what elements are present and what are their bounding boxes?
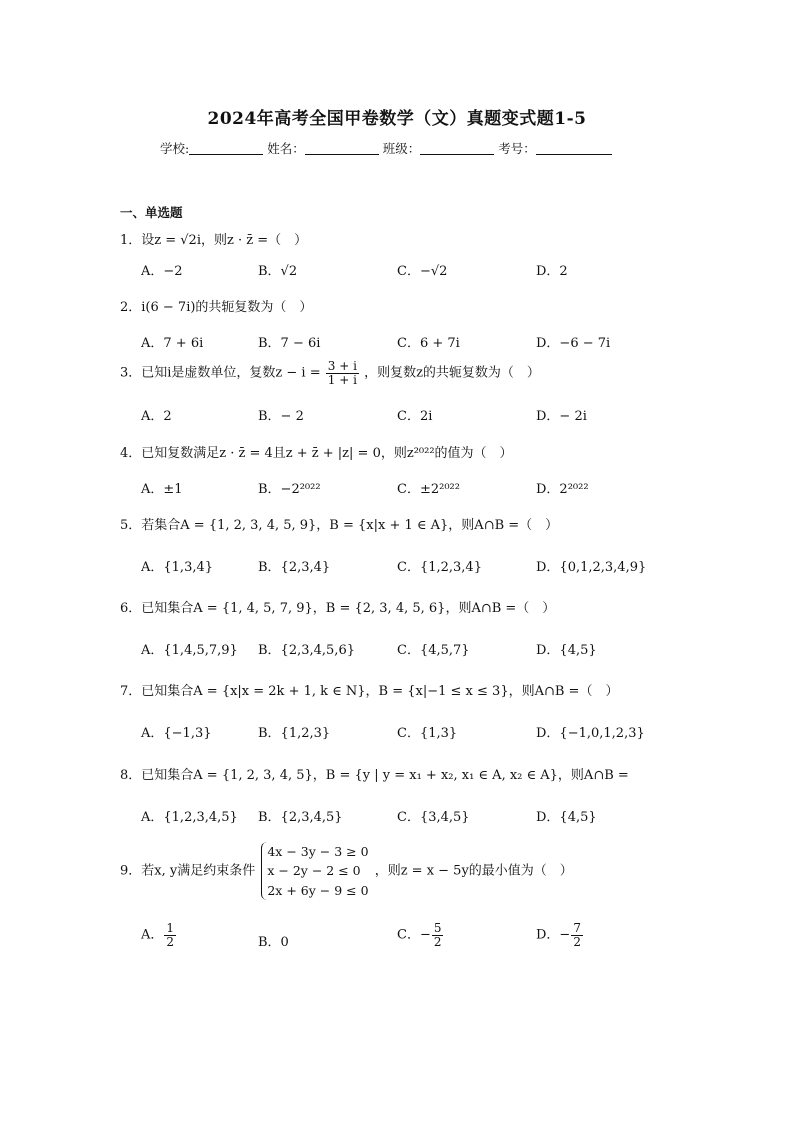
q9-option-c-label: C．− (397, 927, 431, 943)
q9-option-d-fraction (571, 922, 583, 948)
q4-option-b: B．−2²⁰²² (258, 482, 321, 497)
q9-option-a-denominator: 2 (166, 934, 175, 949)
q3-stem-end: ，则复数z的共轭复数为（ ） (364, 365, 540, 381)
q8-option-b: B．{2,3,4,5} (258, 810, 343, 825)
q9-option-b: B．0 (258, 935, 289, 950)
q2-option-a: A．7 + 6i (141, 336, 204, 351)
q6-option-a: A．{1,4,5,7,9} (141, 643, 238, 658)
exam-number-label: 考号： (498, 141, 536, 156)
question-9 (120, 842, 573, 900)
q9-constraint-3: 2x + 6y − 9 ≤ 0 (267, 882, 369, 898)
q3-option-d: D．− 2i (536, 409, 587, 424)
q9-option-c-fraction (432, 922, 444, 948)
q1-option-d: D．2 (536, 264, 568, 279)
q7-option-a: A．{−1,3} (141, 726, 212, 741)
exam-number-blank[interactable] (536, 142, 612, 155)
q3-fraction-denominator: 1 + i (327, 372, 357, 387)
q2-option-d: D．−6 − 7i (536, 336, 611, 351)
student-info-line (160, 139, 612, 157)
q6-option-d: D．{4,5} (536, 643, 597, 658)
q9-constraint-system (261, 842, 368, 900)
q1-option-b: B．√2 (258, 264, 298, 279)
name-label: 姓名： (267, 141, 305, 156)
q3-fraction (326, 360, 359, 386)
q9-stem-start: 9．若x, y满足约束条件 (120, 863, 256, 879)
page-title: 2024年高考全国甲卷数学（文）真题变式题1-5 (207, 109, 587, 129)
q5-option-d: D．{0,1,2,3,4,9} (536, 560, 647, 575)
q8-option-c: C．{3,4,5} (397, 810, 470, 825)
q9-option-d-denominator: 2 (573, 934, 581, 949)
question-6: 6．已知集合A = {1, 4, 5, 7, 9}，B = {2, 3, 4, 5, 6}，则A∩B =（ ） (120, 601, 556, 616)
q7-option-c: C．{1,3} (397, 726, 458, 741)
q6-option-b: B．{2,3,4,5,6} (258, 643, 355, 658)
question-3 (120, 360, 540, 386)
question-7: 7．已知集合A = {x|x = 2k + 1, k ∈ N}，B = {x|−1 ≤ x ≤ 3}，则A∩B =（ ） (120, 684, 619, 699)
q5-option-b: B．{2,3,4} (258, 560, 331, 575)
school-label: 学校: (160, 141, 190, 156)
question-8: 8．已知集合A = {1, 2, 3, 4, 5}，B = {y | y = x₁ + x₂, x₁ ∈ A, x₂ ∈ A}，则A∩B = (120, 768, 629, 783)
q1-option-a: A．−2 (141, 264, 183, 279)
q4-option-c: C．±2²⁰²² (397, 482, 460, 497)
q9-stem-end: ，则z = x − 5y的最小值为（ ） (374, 863, 573, 879)
q3-fraction-numerator: 3 + i (327, 359, 357, 373)
q3-option-a: A．2 (141, 409, 172, 424)
q9-option-c (397, 922, 444, 948)
q9-option-d-numerator: 7 (573, 921, 581, 935)
section-heading: 一、单选题 (120, 205, 183, 220)
q9-option-a (141, 922, 177, 948)
q9-option-a-label: A． (141, 927, 164, 943)
q8-option-a: A．{1,2,3,4,5} (141, 810, 238, 825)
q7-option-d: D．{−1,0,1,2,3} (536, 726, 645, 741)
q6-option-c: C．{4,5,7} (397, 643, 470, 658)
q9-option-a-fraction (164, 922, 176, 948)
q1-option-c: C．−√2 (397, 264, 448, 279)
q9-option-d (536, 922, 584, 948)
q2-option-b: B．7 − 6i (258, 336, 321, 351)
q9-option-d-label: D．− (536, 927, 571, 943)
q8-option-d: D．{4,5} (536, 810, 597, 825)
q5-option-c: C．{1,2,3,4} (397, 560, 482, 575)
class-blank[interactable] (420, 142, 494, 155)
class-label: 班级： (382, 141, 421, 156)
q4-option-a: A．±1 (141, 482, 183, 497)
q5-option-a: A．{1,3,4} (141, 560, 214, 575)
q3-stem-start: 3．已知i是虚数单位，复数z − i = (120, 365, 321, 381)
question-1: 1．设z = √2i，则z · z̄ =（ ） (120, 233, 308, 248)
q2-option-c: C．6 + 7i (397, 336, 460, 351)
question-4: 4．已知复数满足z · z̄ = 4且z + z̄ + |z| = 0，则z²⁰²²的值为（ ） (120, 446, 513, 461)
q9-option-c-numerator: 5 (433, 921, 442, 935)
question-5: 5．若集合A = {1, 2, 3, 4, 5, 9}，B = {x|x + 1 ∈ A}，则A∩B =（ ） (120, 518, 559, 533)
q3-option-c: C．2i (397, 409, 433, 424)
question-2: 2．i(6 − 7i)的共轭复数为（ ） (120, 300, 313, 315)
q9-constraint-1: 4x − 3y − 3 ≥ 0 (267, 844, 369, 859)
q9-constraint-2: x − 2y − 2 ≤ 0 (267, 863, 361, 879)
school-blank[interactable] (189, 142, 263, 155)
q7-option-b: B．{1,2,3} (258, 726, 331, 741)
q9-option-a-numerator: 1 (166, 921, 175, 935)
q9-option-c-denominator: 2 (433, 934, 442, 949)
name-blank[interactable] (305, 142, 379, 155)
q4-option-d: D．2²⁰²² (536, 482, 589, 497)
q3-option-b: B．− 2 (258, 409, 304, 424)
